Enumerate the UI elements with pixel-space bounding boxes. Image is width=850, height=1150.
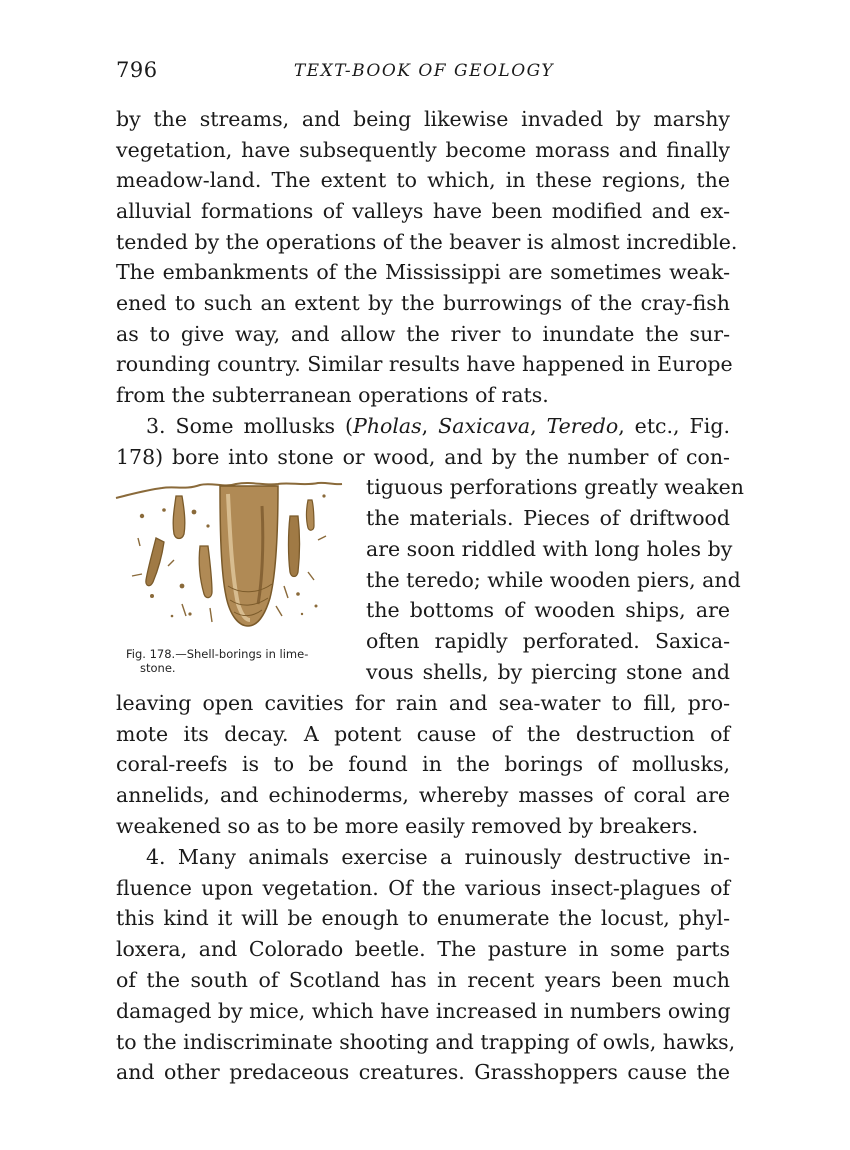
paragraph-3-start: 3. Some mollusks (Pholas, Saxicava, Teredo, etc., Fig. bbox=[146, 414, 730, 438]
text-line: mote its decay. A potent cause of the destruction of bbox=[116, 722, 730, 746]
small-boring bbox=[146, 538, 164, 586]
text-line: rounding country. Similar results have happened in Europe bbox=[116, 352, 733, 376]
text-line: 178) bore into stone or wood, and by the number of con- bbox=[116, 445, 730, 469]
figure-shell-borings bbox=[112, 476, 344, 642]
small-boring bbox=[199, 546, 212, 598]
text-line: meadow-land. The extent to which, in these regions, the bbox=[116, 168, 730, 192]
shell-borings-illustration bbox=[112, 476, 344, 642]
text-line: from the subterranean operations of rats. bbox=[116, 383, 549, 407]
text-line: weakened so as to be more easily removed by breakers. bbox=[116, 814, 699, 838]
text-line: vous shells, by piercing stone and bbox=[366, 660, 730, 684]
text-line: this kind it will be enough to enumerate the locust, phyl- bbox=[116, 906, 730, 930]
running-head: TEXT-BOOK OF GEOLOGY bbox=[293, 61, 555, 81]
small-boring bbox=[173, 496, 185, 539]
text-line: fluence upon vegetation. Of the various insect-plagues of bbox=[116, 876, 730, 900]
text-line: 4. Many animals exercise a ruinously destructive in- bbox=[146, 845, 730, 869]
text-line: of the south of Scotland has in recent years been much bbox=[116, 968, 730, 992]
text-line: loxera, and Colorado beetle. The pasture in some parts bbox=[116, 937, 730, 961]
text-line: the materials. Pieces of driftwood bbox=[366, 506, 730, 530]
caption-line: stone. bbox=[140, 661, 176, 675]
text-line: vegetation, have subsequently become morass and finally bbox=[116, 138, 730, 162]
text-line: the teredo; while wooden piers, and bbox=[366, 568, 741, 592]
text-line: annelids, and echinoderms, whereby masses of coral are bbox=[116, 783, 730, 807]
text-line: the bottoms of wooden ships, are bbox=[366, 598, 730, 622]
figure-caption bbox=[126, 647, 356, 675]
text-line: ened to such an extent by the burrowings of the cray-fish bbox=[116, 291, 730, 315]
text-line: coral-reefs is to be found in the borings of mollusks, bbox=[116, 752, 730, 776]
small-boring bbox=[289, 516, 300, 577]
text-line: and other predaceous creatures. Grasshoppers cause the bbox=[116, 1060, 730, 1084]
text-line: tiguous perforations greatly weaken bbox=[366, 475, 744, 499]
text-line: alluvial formations of valleys have been modified and ex- bbox=[116, 199, 730, 223]
small-boring bbox=[307, 500, 315, 530]
text-line: damaged by mice, which have increased in numbers owing bbox=[116, 999, 731, 1023]
page-number: 796 bbox=[116, 58, 158, 82]
text-line: as to give way, and allow the river to inundate the sur- bbox=[116, 322, 730, 346]
text-line: often rapidly perforated. Saxica- bbox=[366, 629, 730, 653]
text-line: are soon riddled with long holes by bbox=[366, 537, 733, 561]
text-line: by the streams, and being likewise invaded by marshy bbox=[116, 107, 730, 131]
page-header bbox=[116, 58, 732, 88]
text-line: The embankments of the Mississippi are sometimes weak- bbox=[116, 260, 730, 284]
text-line: tended by the operations of the beaver is almost incredible. bbox=[116, 230, 738, 254]
text-line: leaving open cavities for rain and sea-water to fill, pro- bbox=[116, 691, 730, 715]
caption-line: Fig. 178.—Shell-borings in lime- bbox=[126, 647, 309, 661]
text-line: to the indiscriminate shooting and trapping of owls, hawks, bbox=[116, 1030, 736, 1054]
